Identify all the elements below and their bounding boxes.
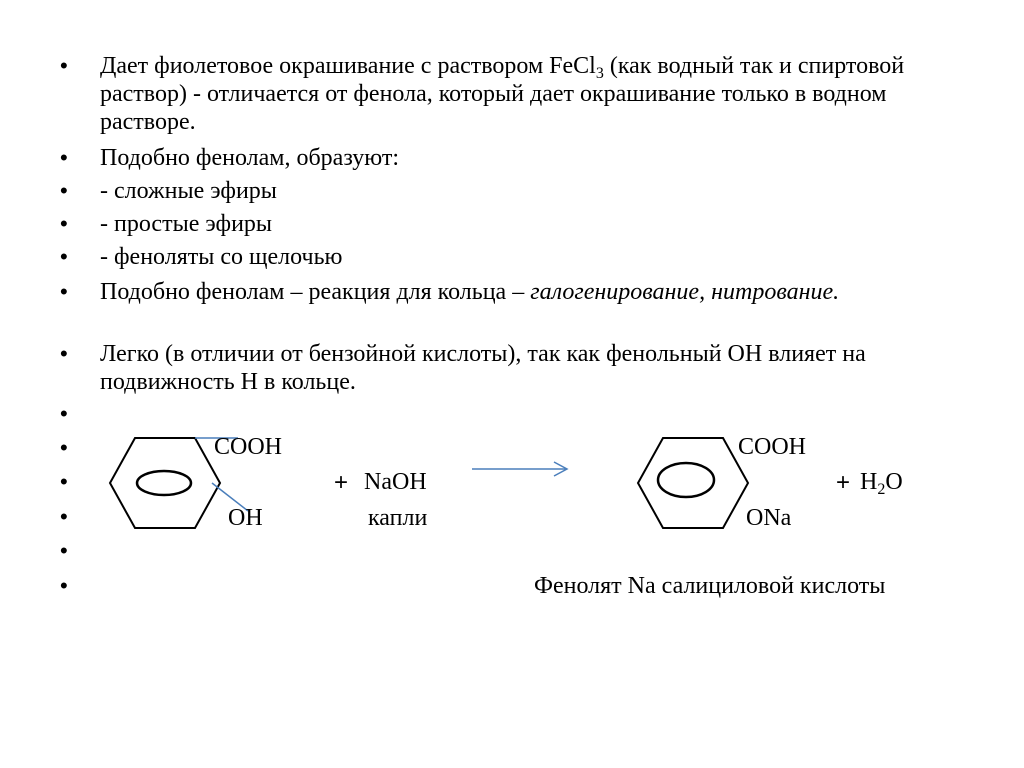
bullet-1: • [60, 53, 68, 78]
reaction-condition-label: капли [368, 505, 428, 531]
bullet-3: • [60, 178, 68, 203]
reaction-arrow [472, 462, 567, 476]
plus-sign-1: + [334, 469, 349, 496]
bullet-10: • [60, 469, 68, 494]
bullet-2: • [60, 145, 68, 170]
product-cooh-label: COOH [738, 434, 807, 460]
bullet-12: • [60, 538, 68, 563]
item-esters: - сложные эфиры [100, 178, 277, 204]
bullet-5: • [60, 244, 68, 269]
item-fecl3: Дает фиолетовое окрашивание с раствором FeCl$_3$ (как водный так и спиртовой раствор) - отличается от фенола, который дает окрашивание только в водном растворе. [100, 53, 905, 135]
product-ona-label: ONa [746, 505, 792, 531]
product-benzene-ring [638, 438, 748, 528]
item-ring-reaction: Подобно фенолам – реакция для кольца – галогенирование, нитрование. [100, 279, 840, 305]
reagent-naoh-label: NaOH [364, 469, 427, 495]
water-formula: $H_2O$ [860, 469, 903, 498]
reactant-benzene-ring [110, 438, 220, 528]
item-ethers: - простые эфиры [100, 211, 273, 237]
reactant-oh-label: OH [228, 505, 263, 531]
bullet-8: • [60, 401, 68, 426]
product-name-caption: Фенолят Na салициловой кислоты [534, 573, 886, 599]
bullet-13: • [60, 573, 68, 598]
bullet-4: • [60, 211, 68, 236]
item-mobility: Легко (в отличии от бензойной кислоты), так как фенольный OH влияет на подвижность H в кольце. [100, 341, 866, 395]
bullet-11: • [60, 504, 68, 529]
item-phenolates: - феноляты со щелочью [100, 244, 343, 270]
item-like-phenols: Подобно фенолам, образуют: [100, 145, 400, 171]
bullet-9: • [60, 435, 68, 460]
reactant-cooh-label: COOH [214, 434, 283, 460]
bullet-7: • [60, 341, 68, 366]
plus-sign-2: + [836, 469, 851, 496]
bullet-6: • [60, 279, 68, 304]
